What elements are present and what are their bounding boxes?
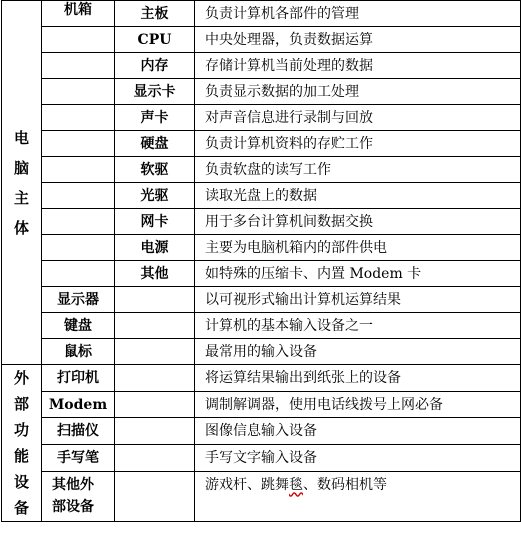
part-name: 内存 [115, 53, 195, 79]
category-char: 设 [13, 473, 29, 491]
part-name: 网卡 [115, 209, 195, 235]
category-char: 体 [13, 218, 29, 237]
device-desc: 将运算结果输出到纸张上的设备 [195, 365, 521, 392]
table-row [2, 27, 521, 53]
empty-cell [42, 105, 115, 131]
part-desc: 最常用的输入设备 [195, 339, 521, 365]
table-row [2, 391, 521, 418]
empty-cell [42, 27, 115, 53]
part-desc: 读取光盘上的数据 [195, 183, 521, 209]
part-desc: 中央处理器，负责数据运算 [195, 27, 521, 53]
category-char: 主 [13, 188, 29, 207]
table-row [2, 105, 521, 131]
empty-cell [42, 53, 115, 79]
part-name: 声卡 [115, 105, 195, 131]
part-name: 软驱 [115, 157, 195, 183]
part-desc: 计算机的基本输入设备之一 [195, 313, 521, 339]
table-row [2, 53, 521, 79]
part-name: 鼠标 [42, 339, 115, 365]
part-desc: 对声音信息进行录制与回放 [195, 105, 521, 131]
category-external [2, 365, 42, 522]
category-char: 外 [13, 369, 29, 387]
part-desc: 如特殊的压缩卡、内置 Modem 卡 [195, 261, 521, 287]
table-row [2, 131, 521, 157]
table-row [2, 445, 521, 472]
empty-cell [115, 471, 195, 521]
device-desc: 调制解调器，使用电话线拨号上网必备 [195, 391, 521, 418]
device-name: 扫描仪 [42, 418, 115, 445]
category-char: 电 [13, 128, 29, 147]
category-char: 功 [13, 421, 29, 439]
part-name: 硬盘 [115, 131, 195, 157]
category-host [2, 1, 42, 365]
desc-part: 、数码相机等 [303, 476, 387, 493]
empty-cell [115, 445, 195, 472]
table-row [2, 339, 521, 365]
empty-cell [115, 391, 195, 418]
table-row [2, 313, 521, 339]
table-row [2, 183, 521, 209]
table-row [2, 1, 521, 27]
spellcheck-marked-word: 毯 [289, 476, 303, 493]
device-name: Modem [42, 391, 115, 418]
desc-part: 游戏杆、跳舞 [205, 476, 289, 493]
category-char: 备 [13, 499, 29, 517]
table-row [2, 287, 521, 313]
part-desc: 用于多台计算机间数据交换 [195, 209, 521, 235]
table-row [2, 209, 521, 235]
empty-cell [42, 157, 115, 183]
empty-cell [115, 365, 195, 392]
computer-components-table [1, 0, 521, 522]
empty-cell [115, 287, 195, 313]
part-desc: 负责计算机各部件的管理 [195, 1, 521, 27]
empty-cell [42, 183, 115, 209]
part-desc: 负责软盘的读写工作 [195, 157, 521, 183]
part-name: CPU [115, 27, 195, 53]
empty-cell [42, 261, 115, 287]
category-char: 能 [13, 447, 29, 465]
part-desc: 以可视形式输出计算机运算结果 [195, 287, 521, 313]
part-name: 光驱 [115, 183, 195, 209]
empty-cell [42, 235, 115, 261]
table-row [2, 157, 521, 183]
table-row [2, 261, 521, 287]
part-name: 显示器 [42, 287, 115, 313]
device-desc [195, 471, 521, 521]
part-name: 键盘 [42, 313, 115, 339]
part-name: 显示卡 [115, 79, 195, 105]
part-desc: 负责计算机资料的存贮工作 [195, 131, 521, 157]
category-char: 部 [13, 395, 29, 413]
chassis-label: 机箱 [42, 1, 115, 27]
part-name: 电源 [115, 235, 195, 261]
device-name: 手写笔 [42, 445, 115, 472]
table-row [2, 235, 521, 261]
table-row [2, 365, 521, 392]
empty-cell [42, 209, 115, 235]
empty-cell [42, 79, 115, 105]
table-row [2, 418, 521, 445]
category-char: 脑 [13, 158, 29, 177]
part-desc: 负责显示数据的加工处理 [195, 79, 521, 105]
device-name: 打印机 [42, 365, 115, 392]
table-row [2, 79, 521, 105]
device-desc: 图像信息输入设备 [195, 418, 521, 445]
part-name: 主板 [115, 1, 195, 27]
table-row [2, 471, 521, 521]
part-name: 其他 [115, 261, 195, 287]
part-desc: 存储计算机当前处理的数据 [195, 53, 521, 79]
device-name: 其他外部设备 [42, 471, 115, 521]
empty-cell [115, 313, 195, 339]
empty-cell [115, 418, 195, 445]
empty-cell [42, 131, 115, 157]
part-desc: 主要为电脑机箱内的部件供电 [195, 235, 521, 261]
empty-cell [115, 339, 195, 365]
device-desc: 手写文字输入设备 [195, 445, 521, 472]
